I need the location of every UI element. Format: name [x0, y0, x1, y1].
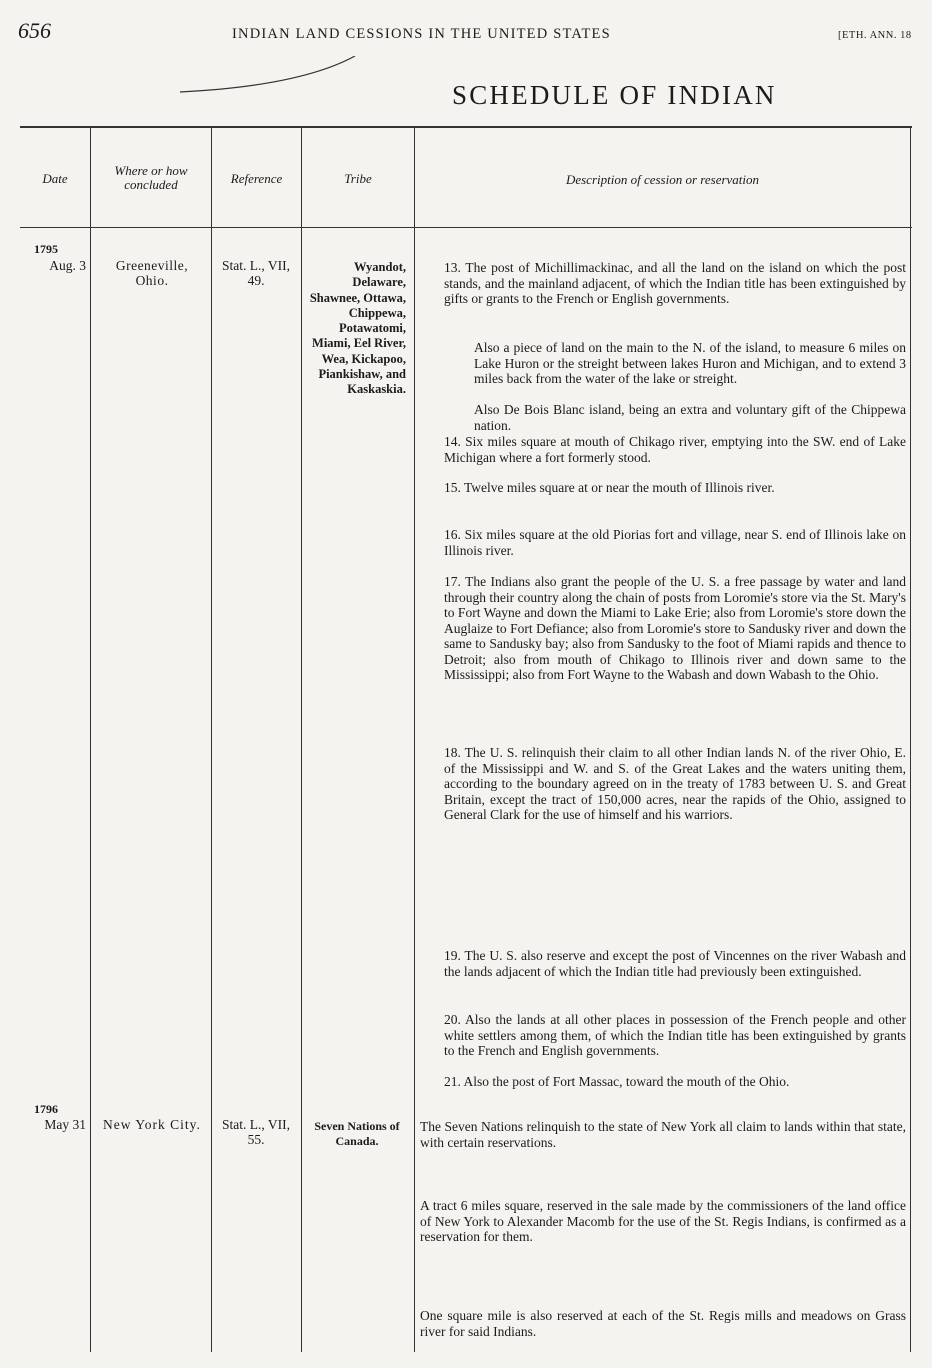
column-divider	[910, 127, 911, 1352]
treaty-date: Aug. 3	[49, 258, 86, 273]
treaty-place: New York City.	[103, 1117, 201, 1132]
treaty-place: Greeneville, Ohio.	[115, 258, 189, 288]
treaty-reference: Stat. L., VII, 55.	[222, 1117, 290, 1147]
cession-item: One square mile is also reserved at each of the St. Regis mills and meadows on Grass river for said Indians.	[420, 1308, 906, 1339]
treaty-tribe: Wyandot, Delaware, Shawnee, Ottawa, Chippewa, Potawatomi, Miami, Eel River, Wea, Kickapoo, Piankishaw, and Kaskaskia.	[309, 260, 406, 397]
cession-item: 17. The Indians also grant the people of the U. S. a free passage by water and land through their country along the chain of posts from Loromie's store via the St. Mary's to Fort Wayne and down the Miami to Lake Erie; also from Loromie's store down the Auglaize to Fort Defiance; also from Loromie's store to Sandusky river and down the same to Sandusky bay; also from Sandusky to the foot of Miami rapids and thence to Detroit; also from mouth of Chikago to Illinois river and down same to the Mississippi; also from Fort Wayne to the Wabash and down Wabash to the Ohio.	[444, 574, 906, 682]
cession-item: 20. Also the lands at all other places in possession of the French people and other white settlers among them, of which the Indian title has been extinguished by grants to the French and English governments.	[444, 1012, 906, 1058]
column-divider	[90, 127, 91, 1352]
cession-item: 16. Six miles square at the old Piorias fort and village, near S. end of Illinois lake on Illinois river.	[444, 527, 906, 558]
page-title: SCHEDULE OF INDIAN	[452, 80, 777, 110]
cession-item: Also a piece of land on the main to the N. of the island, to measure 6 miles on Lake Huron or the streight between lakes Huron and Michigan, and to extend 3 miles back from the water of the lake or streight.	[474, 340, 906, 386]
header-bottom-rule	[20, 227, 912, 228]
column-header-where: Where or how concluded	[114, 163, 188, 192]
cession-item: 14. Six miles square at mouth of Chikago river, emptying into the SW. end of Lake Michigan where a fort formerly stood.	[444, 434, 906, 465]
cession-item: 13. The post of Michillimackinac, and all the land on the island on which the post stands, and the mainland adjacent, of which the Indian title has been extinguished by gifts or grants to the French or English governments.	[444, 260, 906, 306]
table-top-rule	[20, 126, 912, 128]
cession-item: 19. The U. S. also reserve and except the post of Vincennes on the river Wabash and the lands adjacent of which the Indian title had previously been extinguished.	[444, 948, 906, 979]
column-header-description: Description of cession or reservation	[565, 172, 760, 187]
decorative-curve	[180, 56, 380, 96]
running-head: INDIAN LAND CESSIONS IN THE UNITED STATES	[232, 26, 611, 42]
treaty-date: May 31	[44, 1117, 86, 1132]
column-header-date: Date	[42, 171, 68, 186]
running-head-right: [ETH. ANN. 18	[838, 30, 912, 41]
cession-item: 18. The U. S. relinquish their claim to all other Indian lands N. of the river Ohio, E. of the Mississippi and W. and S. of the Great Lakes and the waters uniting them, according to the boundary agreed on in the treaty of 1783 between U. S. and Great Britain, except the tract of 150,000 acres, near the rapids of the Ohio, assigned to General Clark for the use of himself and his warriors.	[444, 745, 906, 822]
cession-item: Also De Bois Blanc island, being an extra and voluntary gift of the Chippewa nation.	[474, 402, 906, 433]
treaty-year: 1795	[34, 242, 58, 256]
column-header-tribe: Tribe	[344, 171, 372, 186]
page-number: 656	[18, 18, 51, 43]
column-divider	[414, 127, 415, 1352]
treaty-year: 1796	[34, 1102, 58, 1116]
column-divider	[211, 127, 212, 1352]
treaty-reference: Stat. L., VII, 49.	[222, 258, 290, 288]
cession-item: The Seven Nations relinquish to the state of New York all claim to lands within that state, with certain reservations.	[420, 1119, 906, 1150]
cession-item: A tract 6 miles square, reserved in the sale made by the commissioners of the land office of New York to Alexander Macomb for the use of the St. Regis Indians, is confirmed as a reservation for them.	[420, 1198, 906, 1244]
column-header-reference: Reference	[230, 171, 283, 186]
cession-item: 15. Twelve miles square at or near the mouth of Illinois river.	[444, 480, 775, 495]
treaty-tribe: Seven Nations of Canada.	[314, 1119, 400, 1149]
cession-item: 21. Also the post of Fort Massac, toward the mouth of the Ohio.	[444, 1074, 790, 1089]
column-divider	[301, 127, 302, 1352]
